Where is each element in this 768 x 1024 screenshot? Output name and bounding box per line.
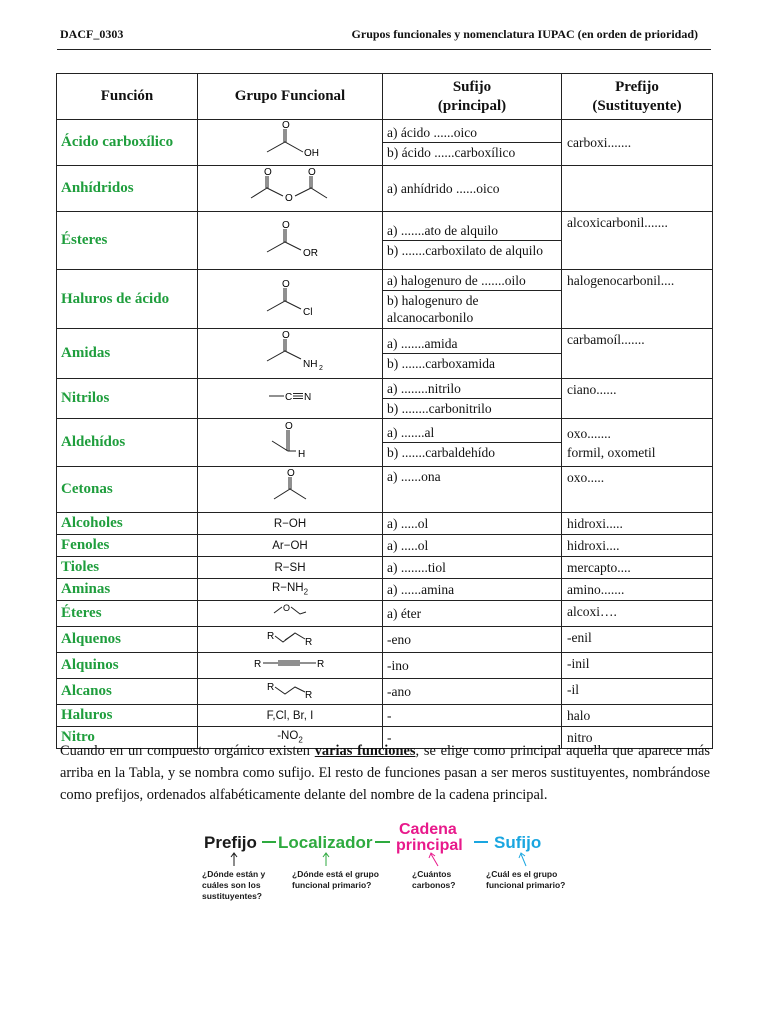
row-funcion: Amidas bbox=[57, 329, 198, 379]
row-prefijo: -inil bbox=[562, 653, 713, 679]
paragraph-after: , se elige como principal aquella que aparece más arriba en la Tabla, y se nombra como sufijo. El resto de funciones pasan a ser meros sustituyentes, nombrándose como prefijos, ordenados alfabéticamente delante del nombre de la cadena principal. bbox=[60, 743, 710, 803]
table-row bbox=[57, 120, 713, 166]
row-funcion: Haluros de ácido bbox=[57, 270, 198, 329]
row-grupo: R−OH bbox=[198, 513, 383, 535]
q-sufijo: ¿Cuál es el grupo funcional primario? bbox=[486, 869, 566, 890]
svg-text:R: R bbox=[317, 659, 325, 670]
sufijo-a: a) ........tiol bbox=[387, 560, 446, 575]
row-funcion: Haluros bbox=[57, 705, 198, 727]
table-row bbox=[57, 653, 713, 679]
sufijo-b: b) .......carbaldehído bbox=[387, 445, 495, 460]
row-prefijo: carbamoíl....... bbox=[562, 329, 713, 379]
row-funcion: Alquenos bbox=[57, 627, 198, 653]
sufijo-b: b) ........carbonitrilo bbox=[387, 401, 492, 416]
sufijo-a: - bbox=[387, 730, 392, 745]
svg-text:R: R bbox=[267, 631, 275, 642]
row-prefijo: ciano...... bbox=[562, 379, 713, 419]
row-grupo bbox=[198, 467, 383, 513]
document-code: DACF_0303 bbox=[60, 27, 124, 41]
q-prefijo: ¿Dónde están y cuáles son los sustituyentes? bbox=[202, 869, 266, 901]
row-grupo bbox=[198, 653, 383, 679]
table-row bbox=[57, 379, 713, 419]
row-prefijo: halo bbox=[562, 705, 713, 727]
table-row bbox=[57, 212, 713, 270]
row-prefijo: -enil bbox=[562, 627, 713, 653]
alkane-structure bbox=[255, 679, 325, 699]
row-grupo bbox=[198, 679, 383, 705]
table-row bbox=[57, 419, 713, 467]
svg-text:O: O bbox=[264, 167, 272, 178]
header-sufijo-label: Sufijo bbox=[452, 78, 492, 95]
table-row bbox=[57, 679, 713, 705]
row-sufijo bbox=[383, 513, 562, 535]
row-funcion: Nitrilos bbox=[57, 379, 198, 419]
row-sufijo bbox=[383, 679, 562, 705]
acyl-halide-structure bbox=[255, 275, 325, 319]
row-sufijo bbox=[383, 705, 562, 727]
svg-text:OR: OR bbox=[303, 248, 318, 259]
row-grupo bbox=[198, 419, 383, 467]
row-funcion: Alcoholes bbox=[57, 513, 198, 535]
carboxylic-acid-structure bbox=[255, 120, 325, 160]
row-grupo: R−SH bbox=[198, 557, 383, 579]
q-localizador: ¿Dónde está el grupo funcional primario? bbox=[292, 869, 379, 890]
svg-text:R: R bbox=[305, 637, 313, 647]
sufijo-b: b) .......carboxamida bbox=[387, 356, 495, 371]
row-prefijo: carboxi....... bbox=[562, 120, 713, 166]
sufijo-b: b) .......carboxilato de alquilo bbox=[387, 243, 543, 258]
row-sufijo bbox=[383, 212, 562, 270]
sufijo-a: a) ......amina bbox=[387, 582, 455, 597]
row-funcion: Ácido carboxílico bbox=[57, 120, 198, 166]
ester-structure bbox=[255, 216, 325, 260]
sufijo-a: a) halogenuro de .......oilo bbox=[383, 271, 561, 291]
header-funcion: Función bbox=[57, 74, 198, 120]
row-grupo bbox=[198, 212, 383, 270]
row-prefijo: oxo..... bbox=[562, 467, 713, 513]
row-prefijo: alcoxicarbonil....... bbox=[562, 212, 713, 270]
table-row bbox=[57, 270, 713, 329]
row-sufijo bbox=[383, 270, 562, 329]
svg-text:O: O bbox=[282, 220, 290, 231]
row-grupo bbox=[198, 627, 383, 653]
sufijo-a: a) .......al bbox=[383, 423, 561, 443]
sufijo-a: a) .....ol bbox=[387, 538, 429, 553]
svg-text:R: R bbox=[254, 659, 262, 670]
paragraph-before: Cuando en un compuesto orgánico existen bbox=[60, 743, 315, 759]
svg-text:OH: OH bbox=[304, 148, 319, 159]
document-title: Grupos funcionales y nomenclatura IUPAC (en orden de prioridad) bbox=[351, 27, 698, 41]
row-grupo bbox=[198, 601, 383, 627]
row-prefijo: hidroxi..... bbox=[562, 513, 713, 535]
svg-text:R: R bbox=[305, 690, 313, 699]
row-funcion: Aldehídos bbox=[57, 419, 198, 467]
row-grupo bbox=[198, 166, 383, 212]
row-grupo bbox=[198, 329, 383, 379]
aldehyde-structure bbox=[260, 419, 320, 461]
row-grupo bbox=[198, 379, 383, 419]
diagram-localizador: Localizador bbox=[278, 833, 373, 852]
ether-structure bbox=[260, 601, 320, 621]
table-row bbox=[57, 467, 713, 513]
anhydride-structure bbox=[245, 166, 335, 206]
sufijo-a: -eno bbox=[387, 632, 411, 647]
svg-text:O: O bbox=[285, 193, 293, 204]
row-funcion: Cetonas bbox=[57, 467, 198, 513]
row-funcion: Tioles bbox=[57, 557, 198, 579]
row-prefijo: halogenocarbonil.... bbox=[562, 270, 713, 329]
sufijo-a: - bbox=[387, 708, 392, 723]
row-funcion: Anhídridos bbox=[57, 166, 198, 212]
table-row bbox=[57, 601, 713, 627]
row-prefijo: hidroxi.... bbox=[562, 535, 713, 557]
svg-text:O: O bbox=[283, 603, 291, 613]
row-prefijo: mercapto.... bbox=[562, 557, 713, 579]
svg-text:Cl: Cl bbox=[303, 306, 313, 318]
svg-text:2: 2 bbox=[319, 365, 323, 372]
q-cadena: ¿Cuántos carbonos? bbox=[412, 869, 456, 890]
sufijo-a: a) éter bbox=[387, 606, 422, 621]
table-header-row bbox=[57, 74, 713, 120]
header-rule bbox=[57, 49, 711, 50]
ketone-structure bbox=[260, 467, 320, 507]
explanation-paragraph bbox=[60, 740, 710, 806]
row-sufijo bbox=[383, 535, 562, 557]
nitrile-structure bbox=[255, 386, 325, 406]
header-prefijo-label: Prefijo bbox=[615, 78, 659, 95]
svg-text:C: C bbox=[285, 392, 293, 403]
paragraph-emphasis: varias funciones bbox=[314, 743, 416, 759]
formula-text: -NO bbox=[277, 730, 299, 743]
row-prefijo: amino....... bbox=[562, 579, 713, 601]
row-grupo bbox=[198, 579, 383, 601]
sufijo-a: a) ........nitrilo bbox=[383, 379, 561, 399]
row-prefijo: -il bbox=[562, 679, 713, 705]
table-row bbox=[57, 627, 713, 653]
table-row bbox=[57, 705, 713, 727]
header-prefijo bbox=[562, 74, 713, 120]
header-prefijo-sub: (Sustituyente) bbox=[592, 97, 682, 114]
row-sufijo bbox=[383, 579, 562, 601]
table-row bbox=[57, 535, 713, 557]
amide-structure bbox=[255, 329, 325, 373]
svg-text:O: O bbox=[285, 421, 293, 432]
row-sufijo bbox=[383, 627, 562, 653]
svg-text:O: O bbox=[282, 330, 290, 341]
row-sufijo bbox=[383, 557, 562, 579]
table-row bbox=[57, 513, 713, 535]
row-funcion: Aminas bbox=[57, 579, 198, 601]
svg-text:H: H bbox=[298, 449, 306, 460]
svg-text:O: O bbox=[287, 468, 295, 479]
sufijo-a: a) .......ato de alquilo bbox=[383, 221, 561, 241]
diagram-prefijo: Prefijo bbox=[204, 833, 257, 852]
row-sufijo bbox=[383, 329, 562, 379]
alkene-structure bbox=[255, 627, 325, 647]
header-grupo: Grupo Funcional bbox=[198, 74, 383, 120]
row-sufijo bbox=[383, 120, 562, 166]
diagram-sufijo: Sufijo bbox=[494, 833, 542, 852]
row-prefijo: oxo....... formil, oxometil bbox=[562, 419, 713, 467]
row-sufijo bbox=[383, 467, 562, 513]
sufijo-a: -ano bbox=[387, 684, 411, 699]
row-funcion: Fenoles bbox=[57, 535, 198, 557]
row-prefijo bbox=[562, 166, 713, 212]
row-sufijo bbox=[383, 166, 562, 212]
table-row bbox=[57, 579, 713, 601]
header-sufijo-sub: (principal) bbox=[437, 97, 507, 114]
sufijo-a: a) anhídrido ......oico bbox=[387, 181, 500, 196]
row-funcion: Alcanos bbox=[57, 679, 198, 705]
table-row bbox=[57, 329, 713, 379]
row-funcion: Nitro bbox=[57, 727, 198, 749]
arrow-sufijo bbox=[521, 854, 526, 866]
svg-text:O: O bbox=[308, 167, 316, 178]
row-sufijo bbox=[383, 419, 562, 467]
sufijo-a: a) ......ona bbox=[387, 469, 441, 484]
row-sufijo bbox=[383, 601, 562, 627]
row-grupo: F,Cl, Br, I bbox=[198, 705, 383, 727]
svg-text:O: O bbox=[282, 120, 290, 131]
table-row bbox=[57, 166, 713, 212]
formula-sub: 2 bbox=[298, 735, 303, 745]
row-funcion: Alquinos bbox=[57, 653, 198, 679]
svg-text:O: O bbox=[282, 278, 290, 290]
header-sufijo bbox=[383, 74, 562, 120]
row-funcion: Éteres bbox=[57, 601, 198, 627]
row-funcion: Ésteres bbox=[57, 212, 198, 270]
svg-text:NH: NH bbox=[303, 359, 318, 370]
row-prefijo: nitro bbox=[562, 727, 713, 749]
functional-groups-table bbox=[56, 73, 713, 749]
diagram-principal: principal bbox=[396, 837, 463, 854]
sufijo-a: a) .....ol bbox=[387, 516, 429, 531]
sufijo-b: b) ácido ......carboxílico bbox=[387, 145, 516, 160]
row-sufijo bbox=[383, 379, 562, 419]
sufijo-b: b) halogenuro de alcanocarbonilo bbox=[387, 293, 479, 325]
nomenclature-diagram bbox=[198, 816, 598, 912]
row-grupo bbox=[198, 120, 383, 166]
sufijo-a: -ino bbox=[387, 658, 409, 673]
formula-sub: 2 bbox=[303, 587, 309, 597]
sufijo-a: a) .......amida bbox=[383, 334, 561, 354]
row-grupo bbox=[198, 270, 383, 329]
alkyne-structure bbox=[250, 653, 330, 673]
diagram-cadena: Cadena bbox=[399, 821, 457, 838]
formula-text: R−NH bbox=[271, 582, 304, 595]
row-sufijo bbox=[383, 653, 562, 679]
row-grupo: Ar−OH bbox=[198, 535, 383, 557]
svg-text:R: R bbox=[267, 682, 275, 693]
row-prefijo: alcoxi…. bbox=[562, 601, 713, 627]
sufijo-a: a) ácido ......oico bbox=[383, 123, 561, 143]
table-row bbox=[57, 557, 713, 579]
svg-text:N: N bbox=[304, 392, 312, 403]
